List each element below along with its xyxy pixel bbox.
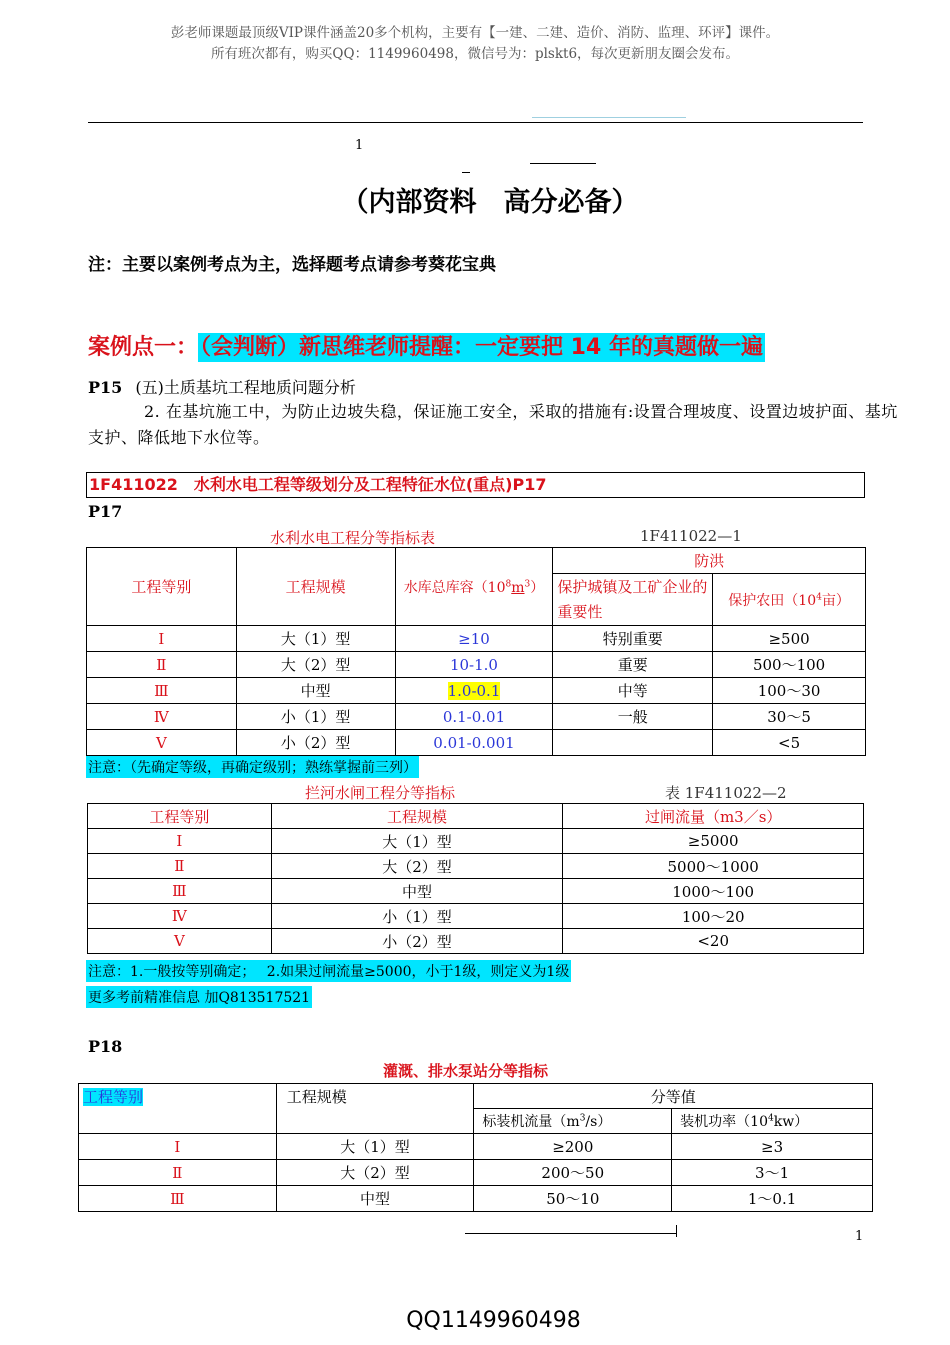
t1-cell: 0.1-0.01 (395, 704, 553, 730)
page-number-bottom: 1 (855, 1229, 864, 1244)
t3-header-flow: 标装机流量$(m^3/s)$ (474, 1109, 672, 1134)
t2-cell: Ⅲ (88, 879, 272, 904)
table2-title: 拦河水闸工程分等指标 (305, 784, 456, 802)
p15-line (88, 375, 356, 398)
t1-header-scale: 工程规模 (236, 548, 395, 626)
case-point-label: 案例点一： (88, 335, 199, 360)
t3-cell: 1～0.1 (672, 1186, 873, 1212)
t3-cell: 50～10 (474, 1186, 672, 1212)
t1-cell: 30～5 (713, 704, 866, 730)
case-point-heading (88, 330, 765, 361)
table-row (87, 626, 866, 652)
t3-cell: 200～50 (474, 1160, 672, 1186)
t3-cell: 大（1）型 (276, 1134, 474, 1160)
t3-header-grade: 工程等别 (79, 1084, 277, 1134)
decor-line-2 (530, 163, 596, 164)
p15-ref: P15 (88, 378, 123, 397)
table-row (88, 854, 864, 879)
table1-code: 1F411022—1 (640, 527, 742, 545)
t3-header-group: 分等值 (474, 1084, 873, 1109)
page-number-top: 1 (355, 138, 364, 153)
table-row (87, 652, 866, 678)
t1-cell: 100～30 (713, 678, 866, 704)
t1-cell: Ⅲ (87, 678, 237, 704)
table3-title: 灌溉、排水泵站分等指标 (383, 1062, 549, 1080)
t1-cell (553, 730, 713, 756)
table-row (88, 829, 864, 854)
t1-header-grade: 工程等别 (87, 548, 237, 626)
t1-cell: 小（1）型 (236, 704, 395, 730)
footer-rule (465, 1233, 677, 1234)
t1-header-town: 保护城镇及工矿企业的重要性 (553, 574, 713, 626)
t1-cell: 中等 (553, 678, 713, 704)
t1-cell: 大（2）型 (236, 652, 395, 678)
p17-ref: P17 (88, 502, 123, 521)
t2-cell: 大（1）型 (271, 829, 563, 854)
table1 (86, 547, 866, 756)
t2-cell: Ⅰ (88, 829, 272, 854)
table-row (79, 1134, 873, 1160)
table-row (88, 929, 864, 954)
t3-cell: 3～1 (672, 1160, 873, 1186)
t1-cell: 一般 (553, 704, 713, 730)
section-heading: 1F411022 水利水电工程等级划分及工程特征水位(重点)P17 (86, 472, 865, 498)
header-line-2: 所有班次都有，购买QQ：1149960498，微信号为：plskt6，每次更新朋友圈会发布。 (210, 46, 740, 62)
footer-qq: QQ1149960498 (406, 1308, 581, 1333)
t1-cell: Ⅳ (87, 704, 237, 730)
t1-header-capacity: 水库总库容$(10^8m^3)$ (395, 548, 553, 626)
table2 (87, 803, 864, 954)
t2-header-scale: 工程规模 (271, 804, 563, 829)
p15-heading: (五)土质基坑工程地质问题分析 (135, 378, 356, 397)
t1-cell: 1.0-0.1 (395, 678, 553, 704)
t2-cell: Ⅳ (88, 904, 272, 929)
t1-cell: 特别重要 (553, 626, 713, 652)
table2-code: 表 1F411022—2 (665, 784, 787, 802)
t1-cell: 10-1.0 (395, 652, 553, 678)
t3-header-power: 装机功率$(10^4kw)$ (672, 1109, 873, 1134)
t3-cell: Ⅰ (79, 1134, 277, 1160)
t2-cell: 小（1）型 (271, 904, 563, 929)
t3-header-scale: 工程规模 (276, 1084, 474, 1134)
table-row (87, 678, 866, 704)
t1-cell: <5 (713, 730, 866, 756)
table-row (87, 704, 866, 730)
t2-cell: 小（2）型 (271, 929, 563, 954)
t1-cell: 500～100 (713, 652, 866, 678)
table-row (79, 1186, 873, 1212)
t1-cell: ≥10 (395, 626, 553, 652)
t2-cell: Ⅱ (88, 854, 272, 879)
t2-cell: Ⅴ (88, 929, 272, 954)
header-line-1: 彭老师课题最顶级VIP课件涵盖20多个机构，主要有【一建、二建、造价、消防、监理、环评】课件。 (170, 25, 780, 41)
case-point-highlight: （会判断）新思维老师提醒：一定要把 14 年的真题做一遍 (200, 335, 763, 360)
p15-body: 2. 在基坑施工中，为防止边坡失稳，保证施工安全，采取的措施有:设置合理坡度、设置边坡护面、基坑支护、降低地下水位等。 (88, 402, 898, 447)
note-text: 注：主要以案例考点为主，选择题考点请参考葵花宝典 (88, 255, 496, 275)
t3-cell: 中型 (276, 1186, 474, 1212)
t2-cell: 中型 (271, 879, 563, 904)
t2-cell: 大（2）型 (271, 854, 563, 879)
t1-cell: Ⅱ (87, 652, 237, 678)
t3-cell: 大（2）型 (276, 1160, 474, 1186)
t2-cell: ≥5000 (563, 829, 864, 854)
t1-header-flood: 防洪 (553, 548, 866, 574)
t3-cell: Ⅲ (79, 1186, 277, 1212)
t3-cell: Ⅱ (79, 1160, 277, 1186)
table-row (87, 730, 866, 756)
table1-title: 水利水电工程分等指标表 (270, 529, 436, 547)
page-title: （内部资料 高分必备） (341, 187, 639, 218)
table-row (88, 879, 864, 904)
table-row (88, 904, 864, 929)
table-row (79, 1160, 873, 1186)
t1-cell: Ⅴ (87, 730, 237, 756)
p18-ref: P18 (88, 1037, 123, 1056)
t1-cell: 中型 (236, 678, 395, 704)
t1-cell: Ⅰ (87, 626, 237, 652)
footer-rule-tick (676, 1225, 677, 1237)
t1-cell: 小（2）型 (236, 730, 395, 756)
t3-cell: ≥3 (672, 1134, 873, 1160)
table3 (78, 1083, 873, 1212)
table1-note: 注意：（先确定等级，再确定级别；熟练掌握前三列） (86, 756, 419, 778)
t2-cell: <20 (563, 929, 864, 954)
decor-dash (462, 172, 470, 173)
table2-note-2: 更多考前精准信息 加Q813517521 (86, 986, 312, 1008)
table2-note-1: 注意：1.一般按等别确定； 2.如果过闸流量≥5000，小于1级，则定义为1级 (86, 960, 571, 982)
t1-cell: 重要 (553, 652, 713, 678)
t2-cell: 5000～1000 (563, 854, 864, 879)
header-rule (88, 122, 863, 123)
t2-header-grade: 工程等别 (88, 804, 272, 829)
decor-line (532, 117, 686, 118)
t2-cell: 1000～100 (563, 879, 864, 904)
t1-cell: ≥500 (713, 626, 866, 652)
t2-header-flow: 过闸流量（m3／s） (563, 804, 864, 829)
t1-header-farmland: 保护农田（$10^4$亩） (713, 574, 866, 626)
t1-cell: 大（1）型 (236, 626, 395, 652)
t3-cell: ≥200 (474, 1134, 672, 1160)
t2-cell: 100～20 (563, 904, 864, 929)
t1-cell: 0.01-0.001 (395, 730, 553, 756)
